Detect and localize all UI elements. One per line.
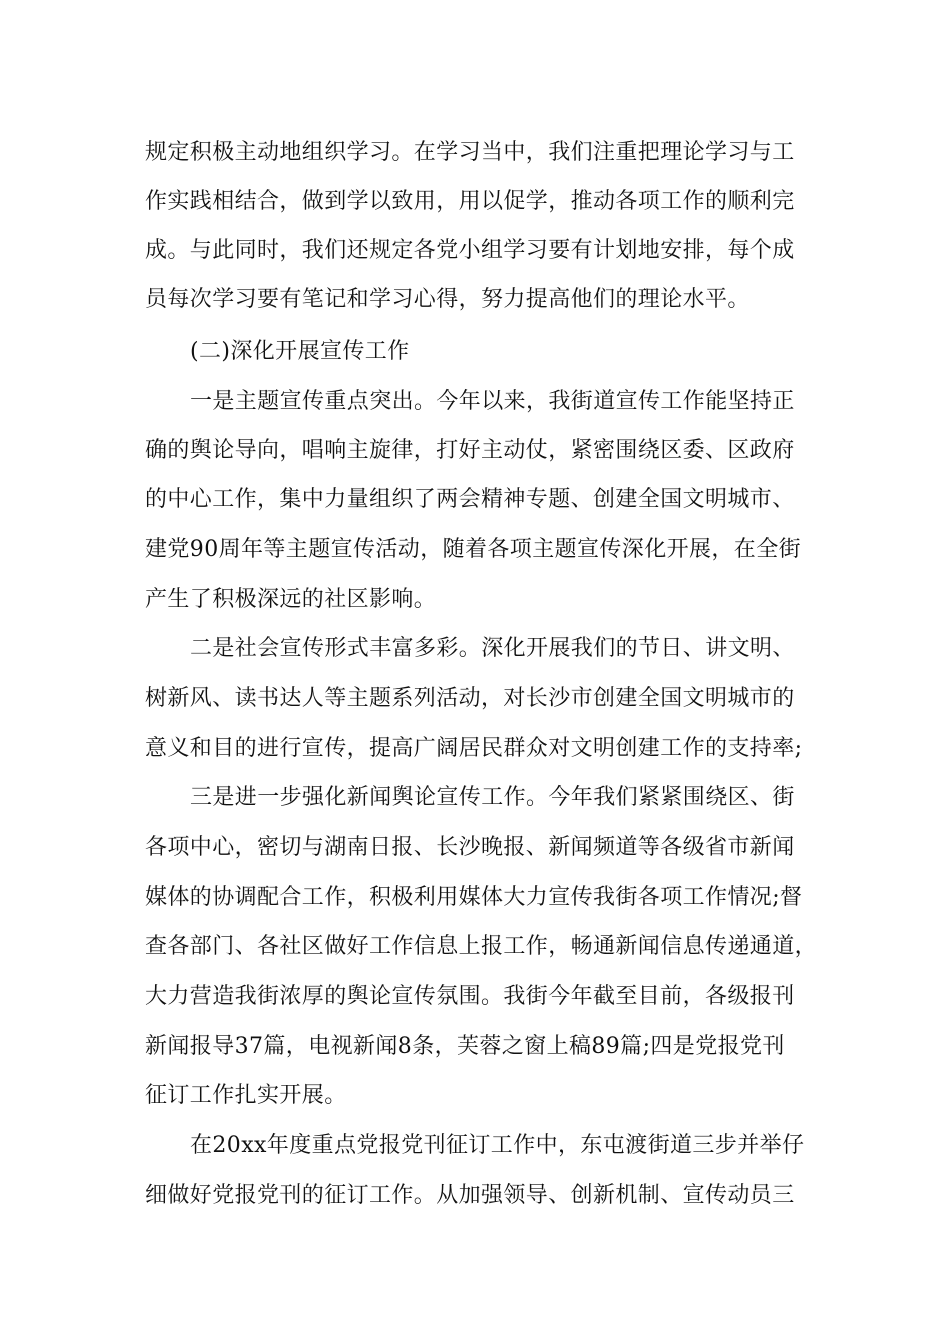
text-line: 意义和目的进行宣传，提高广阔居民群众对文明创建工作的支持率; bbox=[145, 736, 803, 761]
section-heading: (二)深化开展宣传工作 bbox=[190, 339, 410, 364]
text-line: 确的舆论导向，唱响主旋律，打好主动仗，紧密围绕区委、区政府 bbox=[145, 438, 795, 463]
text-line: 各项中心，密切与湖南日报、长沙晚报、新闻频道等各级省市新闻 bbox=[145, 835, 795, 860]
text-line: 规定积极主动地组织学习。在学习当中，我们注重把理论学习与工 bbox=[145, 140, 795, 165]
text-line: 征订工作扎实开展。 bbox=[145, 1083, 347, 1108]
text-line: 三是进一步强化新闻舆论宣传工作。今年我们紧紧围绕区、街 bbox=[190, 785, 795, 810]
text-line: 细做好党报党刊的征订工作。从加强领导、创新机制、宣传动员三 bbox=[145, 1183, 795, 1208]
text-line: 树新风、读书达人等主题系列活动，对长沙市创建全国文明城市的 bbox=[145, 686, 795, 711]
text-line: 建党90周年等主题宣传活动，随着各项主题宣传深化开展，在全街 bbox=[145, 537, 801, 562]
text-line: 媒体的协调配合工作，积极利用媒体大力宣传我街各项工作情况;督 bbox=[145, 885, 803, 910]
text-line: 成。与此同时，我们还规定各党小组学习要有计划地安排，每个成 bbox=[145, 238, 795, 263]
text-line: 的中心工作，集中力量组织了两会精神专题、创建全国文明城市、 bbox=[145, 487, 795, 512]
text-line: 大力营造我街浓厚的舆论宣传氛围。我街今年截至目前，各级报刊 bbox=[145, 984, 795, 1009]
text-line: 一是主题宣传重点突出。今年以来，我街道宣传工作能坚持正 bbox=[190, 389, 795, 414]
text-line: 在20xx年度重点党报党刊征订工作中，东屯渡街道三步并举仔 bbox=[190, 1133, 805, 1158]
text-line: 员每次学习要有笔记和学习心得，努力提高他们的理论水平。 bbox=[145, 287, 750, 312]
text-line: 新闻报导37篇，电视新闻8条，芙蓉之窗上稿89篇;四是党报党刊 bbox=[145, 1034, 785, 1059]
text-line: 查各部门、各社区做好工作信息上报工作，畅通新闻信息传递通道， bbox=[145, 934, 818, 959]
text-line: 二是社会宣传形式丰富多彩。深化开展我们的节日、讲文明、 bbox=[190, 636, 795, 661]
text-line: 产生了积极深远的社区影响。 bbox=[145, 587, 437, 612]
text-line: 作实践相结合，做到学以致用，用以促学，推动各项工作的顺利完 bbox=[145, 189, 795, 214]
